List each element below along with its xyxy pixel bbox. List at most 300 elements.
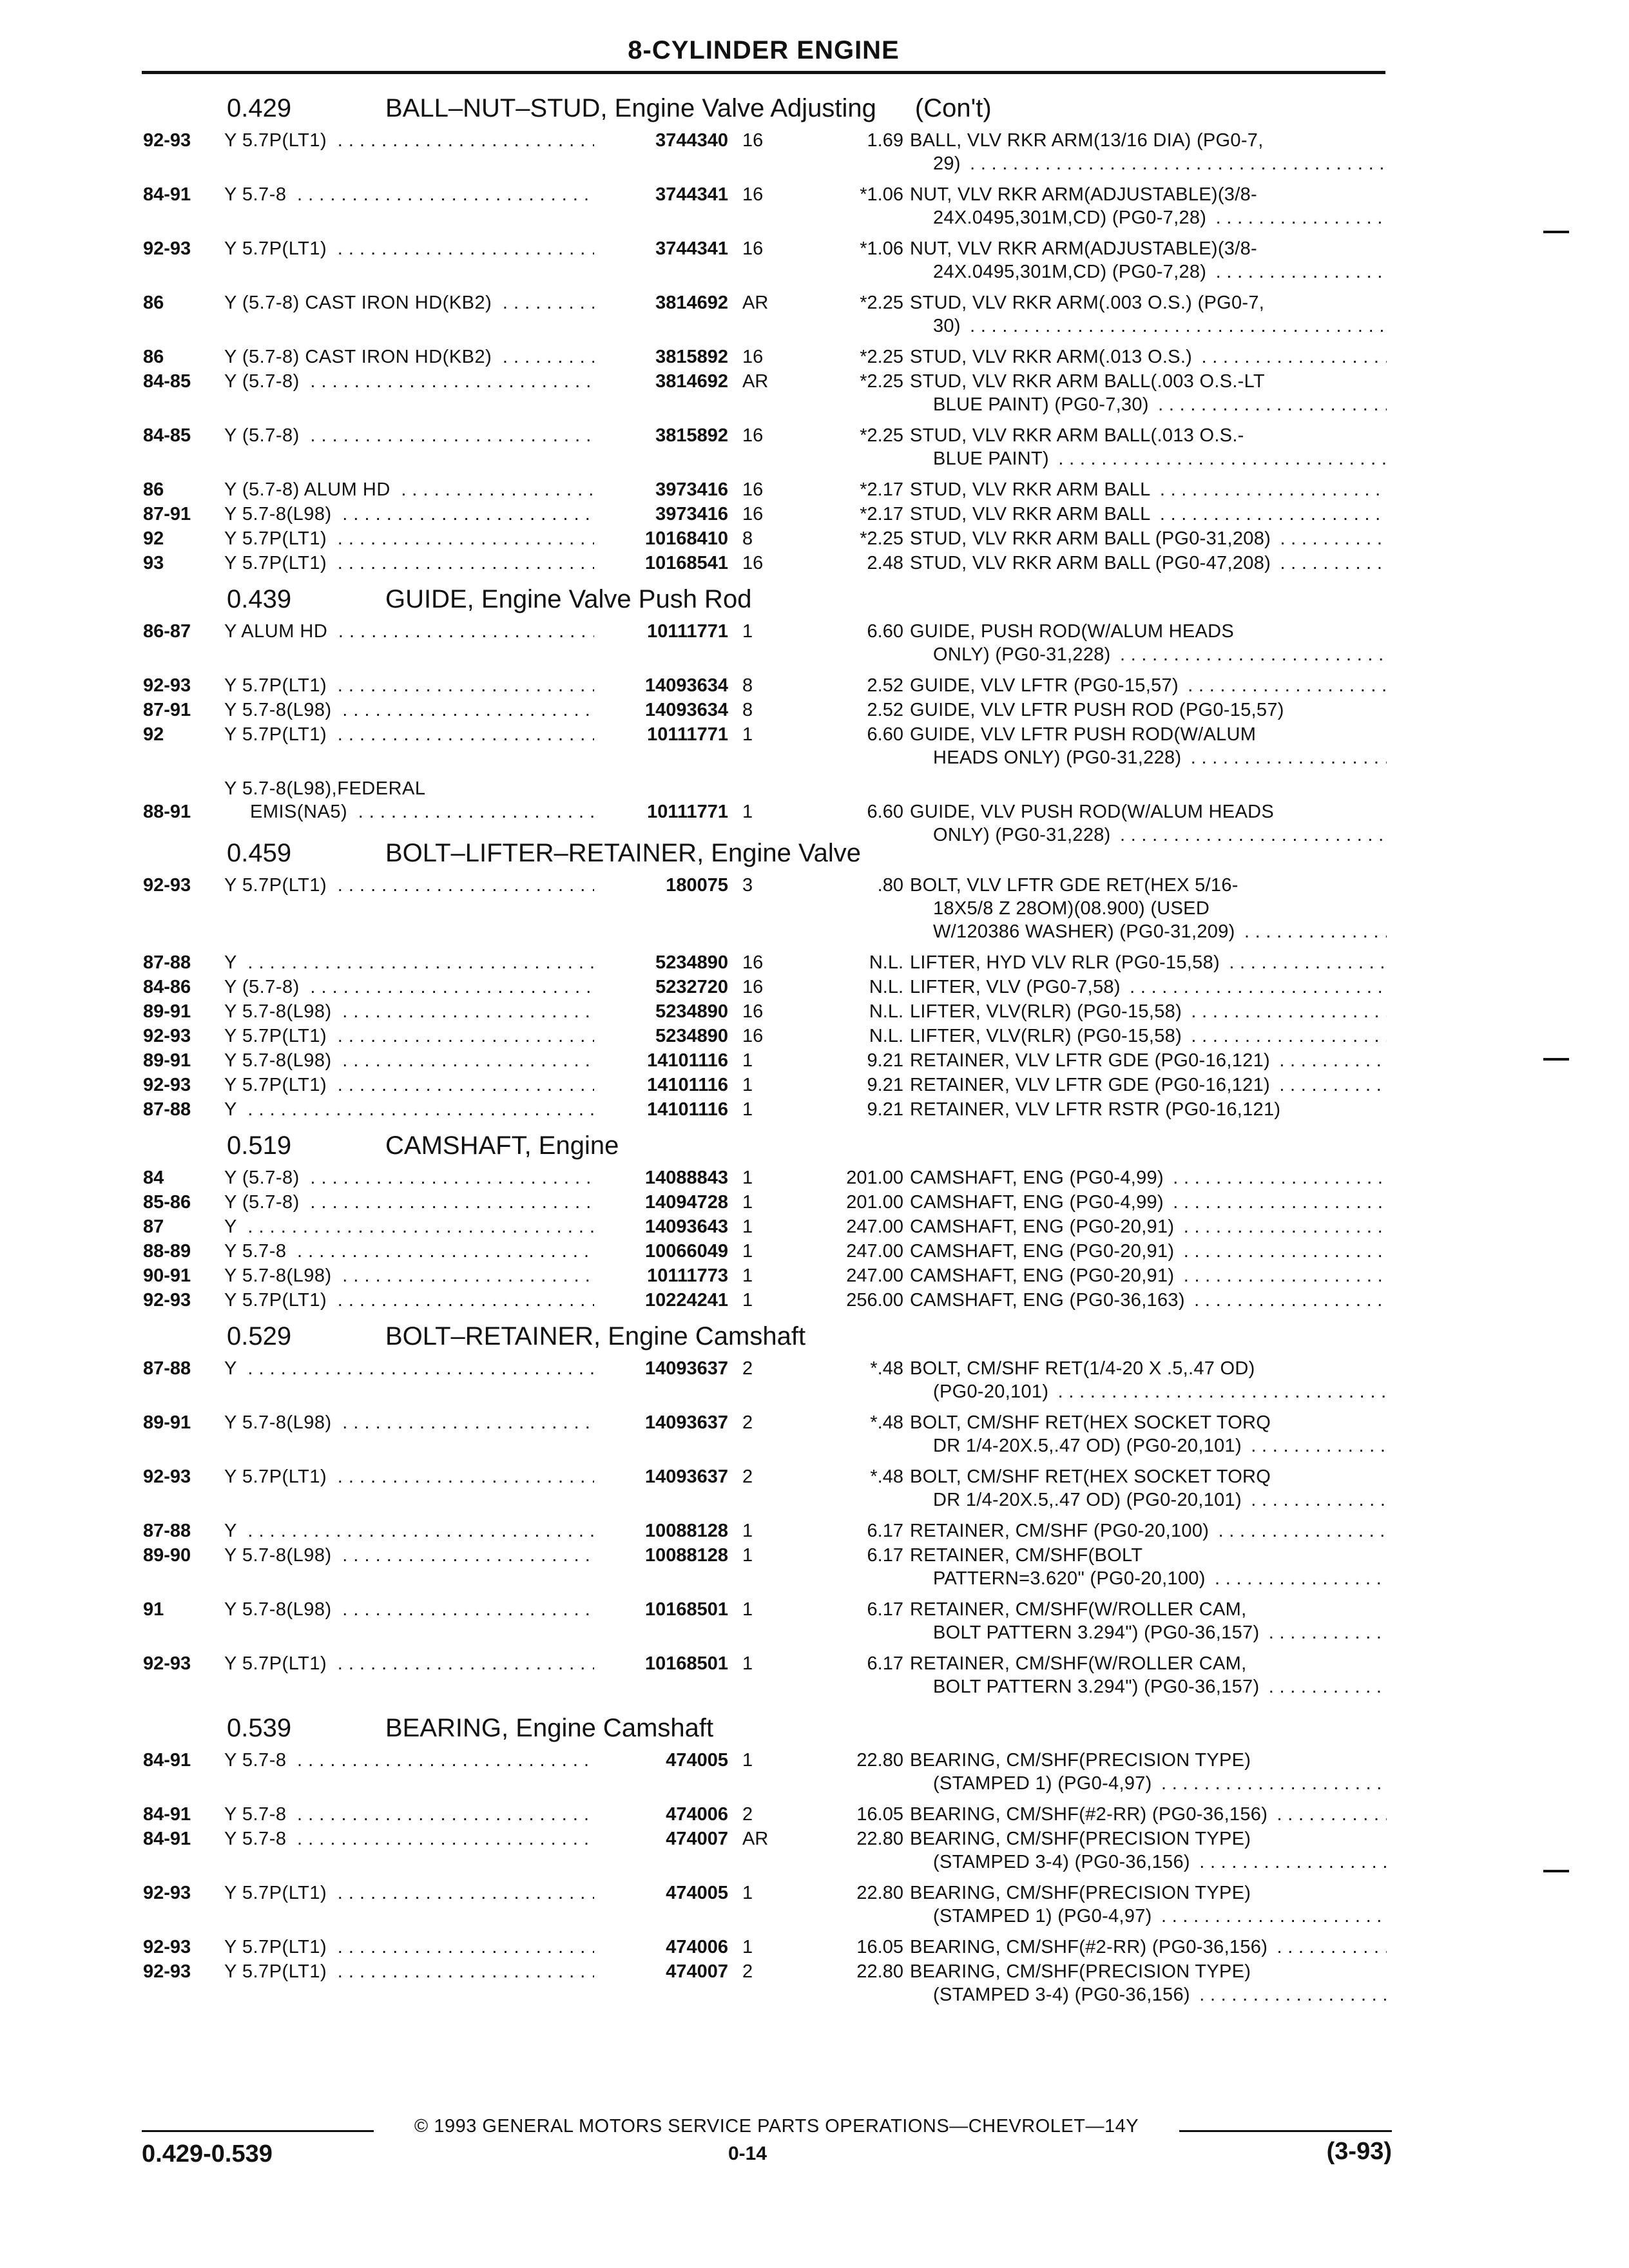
description	[910, 1411, 1387, 1457]
description	[910, 1827, 1387, 1874]
description-text: RETAINER, CM/SHF(W/ROLLER CAM,	[910, 1653, 1250, 1674]
quantity: 16	[742, 952, 764, 973]
price: 9.21	[867, 1050, 903, 1071]
model-years: 91	[143, 1599, 164, 1620]
price: 6.17	[867, 1653, 903, 1674]
model-years: 84-85	[143, 425, 191, 446]
parts-row	[143, 237, 1406, 284]
description	[910, 503, 1387, 526]
description-line	[910, 1049, 1387, 1072]
price: .80	[877, 875, 903, 896]
part-number: 10168541	[594, 552, 728, 575]
description	[910, 951, 1387, 974]
part-number: 3973416	[594, 478, 728, 501]
description-text: HEADS ONLY) (PG0-31,228)	[933, 747, 1185, 768]
model-years: 87-88	[143, 1521, 191, 1541]
model-years: 86	[143, 479, 164, 500]
description-line	[910, 1567, 1387, 1590]
application-text: Y ALUM HD	[224, 621, 333, 642]
parts-row	[143, 1289, 1406, 1312]
price: N.L.	[869, 977, 903, 997]
part-number: 474006	[594, 1803, 728, 1826]
description-text: (STAMPED 1) (PG0-4,97)	[933, 1773, 1156, 1794]
parts-row	[143, 503, 1406, 526]
description	[910, 478, 1387, 501]
description-line	[910, 260, 1387, 284]
description-line	[910, 424, 1387, 447]
margin-tick	[1543, 231, 1569, 233]
parts-row	[143, 777, 1406, 845]
price: *2.25	[860, 425, 903, 446]
price: N.L.	[869, 1001, 903, 1022]
description-text: STUD, VLV RKR ARM BALL	[910, 504, 1155, 524]
application-text: Y 5.7-8	[224, 184, 291, 205]
application-text: Y	[224, 1216, 242, 1237]
description-line	[910, 1215, 1387, 1238]
description-text: BEARING, CM/SHF(#2-RR) (PG0-36,156)	[910, 1937, 1271, 1957]
parts-row	[143, 620, 1406, 666]
application-text: Y 5.7P(LT1)	[224, 875, 332, 896]
description	[910, 1544, 1387, 1590]
model-years: 84-91	[143, 1829, 191, 1849]
application-text: Y	[224, 1099, 242, 1120]
description-text: RETAINER, VLV LFTR RSTR (PG0-16,121)	[910, 1099, 1284, 1120]
parts-row	[143, 1024, 1406, 1048]
part-number: 10111771	[594, 723, 728, 746]
description-line	[910, 291, 1387, 314]
model-years: 89-91	[143, 1001, 191, 1022]
description-text: STUD, VLV RKR ARM BALL (PG0-31,208)	[910, 528, 1275, 549]
description-line	[910, 1519, 1387, 1542]
description	[910, 1357, 1387, 1403]
parts-row	[143, 1049, 1406, 1072]
model-years: 84	[143, 1168, 164, 1188]
application-text: Y 5.7-8(L98)	[224, 1001, 337, 1022]
section-number: 0.429	[227, 94, 292, 122]
part-number: 474006	[594, 1936, 728, 1959]
description-line	[910, 1850, 1387, 1874]
price: 16.05	[856, 1937, 903, 1957]
application-text: EMIS(NA5)	[250, 802, 352, 822]
description-line	[910, 874, 1387, 897]
model-years: 92	[143, 724, 164, 745]
price: 6.17	[867, 1545, 903, 1566]
description-line	[910, 620, 1387, 643]
parts-row	[143, 527, 1406, 550]
description-text: BEARING, CM/SHF(PRECISION TYPE)	[910, 1883, 1255, 1903]
quantity: 2	[742, 1412, 753, 1433]
description-text: BALL, VLV RKR ARM(13/16 DIA) (PG0-7,	[910, 130, 1268, 151]
description-text: RETAINER, CM/SHF(W/ROLLER CAM,	[910, 1599, 1250, 1620]
parts-row	[143, 723, 1406, 769]
model-years: 92	[143, 528, 164, 549]
description	[910, 1749, 1387, 1795]
model-years: 90-91	[143, 1265, 191, 1286]
margin-tick	[1543, 1870, 1569, 1872]
quantity: 1	[742, 1075, 753, 1095]
model-years: 92-93	[143, 1290, 191, 1311]
section-name	[385, 839, 861, 868]
model-years: 93	[143, 553, 164, 573]
copyright-notice: © 1993 GENERAL MOTORS SERVICE PARTS OPERATIONS—CHEVROLET—14Y	[414, 2116, 1139, 2137]
description-text: 30)	[933, 316, 965, 336]
application-text: Y (5.7-8)	[224, 425, 305, 446]
application-text: Y 5.7P(LT1)	[224, 1290, 332, 1311]
footer-rule	[1179, 2130, 1392, 2132]
description	[910, 370, 1387, 416]
quantity: 1	[742, 1265, 753, 1286]
quantity: 1	[742, 1168, 753, 1188]
model-years: 85-86	[143, 1192, 191, 1213]
part-number: 5232720	[594, 975, 728, 999]
section-name	[385, 94, 992, 123]
parts-row	[143, 1000, 1406, 1023]
application-line	[224, 777, 714, 800]
part-number: 10111771	[594, 620, 728, 643]
application-text: Y 5.7P(LT1)	[224, 1075, 332, 1095]
section-continued: (Con't)	[914, 94, 992, 122]
price: N.L.	[869, 952, 903, 973]
description-text: (STAMPED 3-4) (PG0-36,156)	[933, 1984, 1194, 2005]
description-line	[910, 800, 1387, 823]
price: *.48	[870, 1466, 903, 1487]
application-text: Y 5.7P(LT1)	[224, 553, 332, 573]
part-number: 3814692	[594, 291, 728, 314]
part-number: 3815892	[594, 345, 728, 369]
price: *1.06	[860, 184, 903, 205]
price: 6.60	[867, 621, 903, 642]
model-years: 86	[143, 347, 164, 367]
parts-row	[143, 183, 1406, 229]
price: 6.17	[867, 1599, 903, 1620]
description-line	[910, 478, 1387, 501]
description-text: 29)	[933, 153, 965, 174]
price: 247.00	[846, 1265, 903, 1286]
application-text: Y	[224, 1521, 242, 1541]
section-name	[385, 1131, 619, 1160]
description-text: STUD, VLV RKR ARM BALL	[910, 479, 1155, 500]
application-text: Y 5.7P(LT1)	[224, 1961, 332, 1982]
description	[910, 1098, 1387, 1121]
description-line	[910, 503, 1387, 526]
part-number: 14093634	[594, 674, 728, 697]
description-line	[910, 1749, 1387, 1772]
description-line	[910, 643, 1387, 666]
price: 1.69	[867, 130, 903, 151]
description	[910, 237, 1387, 284]
price: 2.52	[867, 700, 903, 720]
application-text: Y 5.7-8	[224, 1750, 291, 1771]
model-years: 89-91	[143, 1050, 191, 1071]
description-text: 18X5/8 Z 28OM)(08.900) (USED	[933, 898, 1213, 919]
application-text: Y (5.7-8) CAST IRON HD(KB2)	[224, 347, 497, 367]
quantity: 1	[742, 1750, 753, 1771]
model-years: 87	[143, 1216, 164, 1237]
price: 16.05	[856, 1804, 903, 1825]
price: 2.52	[867, 675, 903, 696]
description	[910, 1519, 1387, 1542]
section-number: 0.459	[227, 839, 292, 867]
model-years: 92-93	[143, 1653, 191, 1674]
description-text: STUD, VLV RKR ARM BALL(.013 O.S.-	[910, 425, 1248, 446]
application-text: Y	[224, 1358, 242, 1379]
part-number: 10088128	[594, 1519, 728, 1542]
parts-row	[143, 951, 1406, 974]
model-years: 92-93	[143, 238, 191, 259]
description-text: LIFTER, HYD VLV RLR (PG0-15,58)	[910, 952, 1224, 973]
description-line	[910, 975, 1387, 999]
description-line	[910, 1000, 1387, 1023]
price: 6.17	[867, 1521, 903, 1541]
description-line	[910, 183, 1387, 206]
description	[910, 1803, 1387, 1826]
description-line	[910, 674, 1387, 697]
description-line	[910, 552, 1387, 575]
parts-row	[143, 1881, 1406, 1928]
description-text: NUT, VLV RKR ARM(ADJUSTABLE)(3/8-	[910, 184, 1261, 205]
model-years: 88-89	[143, 1241, 191, 1262]
description-line	[910, 1488, 1387, 1512]
part-number: 5234890	[594, 1000, 728, 1023]
part-number: 3815892	[594, 424, 728, 447]
quantity: 2	[742, 1961, 753, 1982]
model-years: 92-93	[143, 1026, 191, 1046]
parts-row	[143, 1264, 1406, 1287]
model-years: 84-91	[143, 184, 191, 205]
price: 201.00	[846, 1192, 903, 1213]
description-line	[910, 746, 1387, 769]
price: *2.25	[860, 371, 903, 392]
parts-row	[143, 698, 1406, 722]
parts-row	[143, 1357, 1406, 1403]
model-years: 92-93	[143, 875, 191, 896]
description-text: (STAMPED 1) (PG0-4,97)	[933, 1906, 1156, 1927]
description-text: BEARING, CM/SHF(#2-RR) (PG0-36,156)	[910, 1804, 1271, 1825]
description	[910, 527, 1387, 550]
application-text: Y 5.7P(LT1)	[224, 675, 332, 696]
price: *2.17	[860, 504, 903, 524]
model-years: 87-91	[143, 700, 191, 720]
description	[910, 1652, 1387, 1698]
section-number: 0.439	[227, 585, 292, 613]
description-text: STUD, VLV RKR ARM(.003 O.S.) (PG0-7,	[910, 293, 1268, 313]
part-number: 474007	[594, 1827, 728, 1850]
description-text: PATTERN=3.620" (PG0-20,100)	[933, 1568, 1210, 1589]
description-text: BOLT PATTERN 3.294") (PG0-36,157)	[933, 1677, 1263, 1697]
description-line	[910, 1380, 1387, 1403]
model-years: 88-91	[143, 802, 191, 822]
description	[910, 698, 1387, 722]
part-number: 14094728	[594, 1191, 728, 1214]
model-years: 92-93	[143, 1883, 191, 1903]
price: 9.21	[867, 1075, 903, 1095]
description-text: CAMSHAFT, ENG (PG0-20,91)	[910, 1241, 1178, 1262]
parts-row	[143, 552, 1406, 575]
quantity: 1	[742, 1545, 753, 1566]
description-line	[910, 1357, 1387, 1380]
quantity: 16	[742, 1026, 764, 1046]
model-years: 87-88	[143, 1099, 191, 1120]
description-text: 24X.0495,301M,CD) (PG0-7,28)	[933, 207, 1210, 228]
parts-row	[143, 370, 1406, 416]
section-title: GUIDE, Engine Valve Push Rod	[385, 585, 752, 613]
description-line	[910, 447, 1387, 470]
price: *2.25	[860, 528, 903, 549]
description-line	[910, 206, 1387, 229]
description-line	[910, 1073, 1387, 1097]
description-text: BLUE PAINT)	[933, 448, 1053, 469]
parts-row	[143, 1936, 1406, 1959]
description-line	[910, 951, 1387, 974]
description-line	[910, 1465, 1387, 1488]
description-line	[910, 1240, 1387, 1263]
part-number: 14093634	[594, 698, 728, 722]
description-line	[910, 1983, 1387, 2006]
section-header	[143, 577, 1406, 620]
description-text: BLUE PAINT) (PG0-7,30)	[933, 394, 1153, 415]
description-line	[910, 1936, 1387, 1959]
quantity: 1	[742, 1937, 753, 1957]
quantity: 8	[742, 528, 753, 549]
description-line	[910, 1652, 1387, 1675]
description-text: BOLT, CM/SHF RET(1/4-20 X .5,.47 OD)	[910, 1358, 1259, 1379]
part-number: 14101116	[594, 1073, 728, 1097]
model-years: 87-88	[143, 1358, 191, 1379]
description	[910, 620, 1387, 666]
model-years: 84-91	[143, 1750, 191, 1771]
description	[910, 1936, 1387, 1959]
price: *.48	[870, 1412, 903, 1433]
parts-row	[143, 874, 1406, 943]
description-line	[910, 1675, 1387, 1698]
application-text: Y (5.7-8)	[224, 1168, 305, 1188]
description-line	[910, 527, 1387, 550]
description-text: RETAINER, CM/SHF(BOLT	[910, 1545, 1146, 1566]
price: 22.80	[856, 1883, 903, 1903]
description-text: LIFTER, VLV(RLR) (PG0-15,58)	[910, 1001, 1186, 1022]
parts-row	[143, 291, 1406, 338]
section-title: BALL–NUT–STUD, Engine Valve Adjusting	[385, 94, 876, 122]
application-text: Y 5.7-8(L98)	[224, 1050, 337, 1071]
description	[910, 1073, 1387, 1097]
description-text: GUIDE, VLV PUSH ROD(W/ALUM HEADS	[910, 802, 1278, 822]
application-text: Y 5.7-8(L98)	[224, 1412, 337, 1433]
quantity: AR	[742, 293, 769, 313]
description-text: BOLT, CM/SHF RET(HEX SOCKET TORQ	[910, 1412, 1275, 1433]
description-text: NUT, VLV RKR ARM(ADJUSTABLE)(3/8-	[910, 238, 1261, 259]
description-line	[910, 1881, 1387, 1905]
part-number: 10168410	[594, 527, 728, 550]
quantity: 1	[742, 802, 753, 822]
quantity: 1	[742, 1883, 753, 1903]
price: 2.48	[867, 553, 903, 573]
section-name	[385, 585, 751, 614]
description-line	[910, 1434, 1387, 1457]
quantity: 2	[742, 1804, 753, 1825]
price: 247.00	[846, 1216, 903, 1237]
description-line	[910, 1598, 1387, 1621]
description-line	[910, 1191, 1387, 1214]
quantity: 16	[742, 238, 764, 259]
parts-row	[143, 1803, 1406, 1826]
quantity: 16	[742, 1001, 764, 1022]
description-text: GUIDE, PUSH ROD(W/ALUM HEADS	[910, 621, 1238, 642]
model-years: 89-90	[143, 1545, 191, 1566]
margin-tick	[1543, 1058, 1569, 1061]
description-line	[910, 1803, 1387, 1826]
page-title: 8-CYLINDER ENGINE	[628, 36, 900, 64]
parts-row	[143, 1411, 1406, 1457]
price: *2.25	[860, 347, 903, 367]
description-line	[910, 897, 1387, 920]
description-text: BOLT, CM/SHF RET(HEX SOCKET TORQ	[910, 1466, 1275, 1487]
application-text: Y 5.7-8(L98)	[224, 700, 337, 720]
application-text: Y 5.7-8(L98)	[224, 1265, 337, 1286]
parts-row	[143, 1827, 1406, 1874]
page-number: 0-14	[728, 2143, 767, 2164]
section-header	[143, 831, 1406, 874]
description-line	[910, 393, 1387, 416]
model-years: 92-93	[143, 1075, 191, 1095]
parts-row	[143, 1598, 1406, 1644]
description	[910, 874, 1387, 943]
description-line	[910, 1960, 1387, 1983]
application-text: Y 5.7-8(L98)	[224, 504, 337, 524]
quantity: 1	[742, 724, 753, 745]
description-text: DR 1/4-20X.5,.47 OD) (PG0-20,101)	[933, 1436, 1246, 1456]
model-years: 92-93	[143, 675, 191, 696]
description	[910, 1024, 1387, 1048]
description-text: BOLT PATTERN 3.294") (PG0-36,157)	[933, 1622, 1263, 1643]
part-number: 3744341	[594, 183, 728, 206]
quantity: 8	[742, 675, 753, 696]
quantity: 1	[742, 1192, 753, 1213]
description-line	[910, 920, 1387, 943]
parts-row	[143, 424, 1406, 470]
application-text: Y (5.7-8) CAST IRON HD(KB2)	[224, 293, 497, 313]
description-text: RETAINER, CM/SHF (PG0-20,100)	[910, 1521, 1213, 1541]
description-text: LIFTER, VLV(RLR) (PG0-15,58)	[910, 1026, 1186, 1046]
description-text: BOLT, VLV LFTR GDE RET(HEX 5/16-	[910, 875, 1242, 896]
description	[910, 1264, 1387, 1287]
application-text: Y 5.7P(LT1)	[224, 1937, 332, 1957]
description-line	[910, 152, 1387, 175]
application-text: Y (5.7-8)	[224, 371, 305, 392]
description	[910, 1000, 1387, 1023]
parts-row	[143, 1652, 1406, 1698]
quantity: 16	[742, 504, 764, 524]
part-number: 14088843	[594, 1166, 728, 1189]
description	[910, 1960, 1387, 2006]
description-text: GUIDE, VLV LFTR (PG0-15,57)	[910, 675, 1182, 696]
description-text: CAMSHAFT, ENG (PG0-20,91)	[910, 1265, 1178, 1286]
model-years: 87-88	[143, 952, 191, 973]
description-text: CAMSHAFT, ENG (PG0-4,99)	[910, 1192, 1168, 1213]
description	[910, 1215, 1387, 1238]
description-line	[910, 1289, 1387, 1312]
application-text: Y 5.7-8(L98)	[224, 1599, 337, 1620]
parts-row	[143, 1240, 1406, 1263]
quantity: 1	[742, 621, 753, 642]
quantity: 16	[742, 425, 764, 446]
part-number: 10088128	[594, 1544, 728, 1567]
application-text: Y 5.7P(LT1)	[224, 130, 332, 151]
description-line	[910, 1621, 1387, 1644]
description-line	[910, 1024, 1387, 1048]
model-years: 87-91	[143, 504, 191, 524]
description-text: STUD, VLV RKR ARM BALL (PG0-47,208)	[910, 553, 1275, 573]
description-text: ONLY) (PG0-31,228)	[933, 825, 1115, 845]
